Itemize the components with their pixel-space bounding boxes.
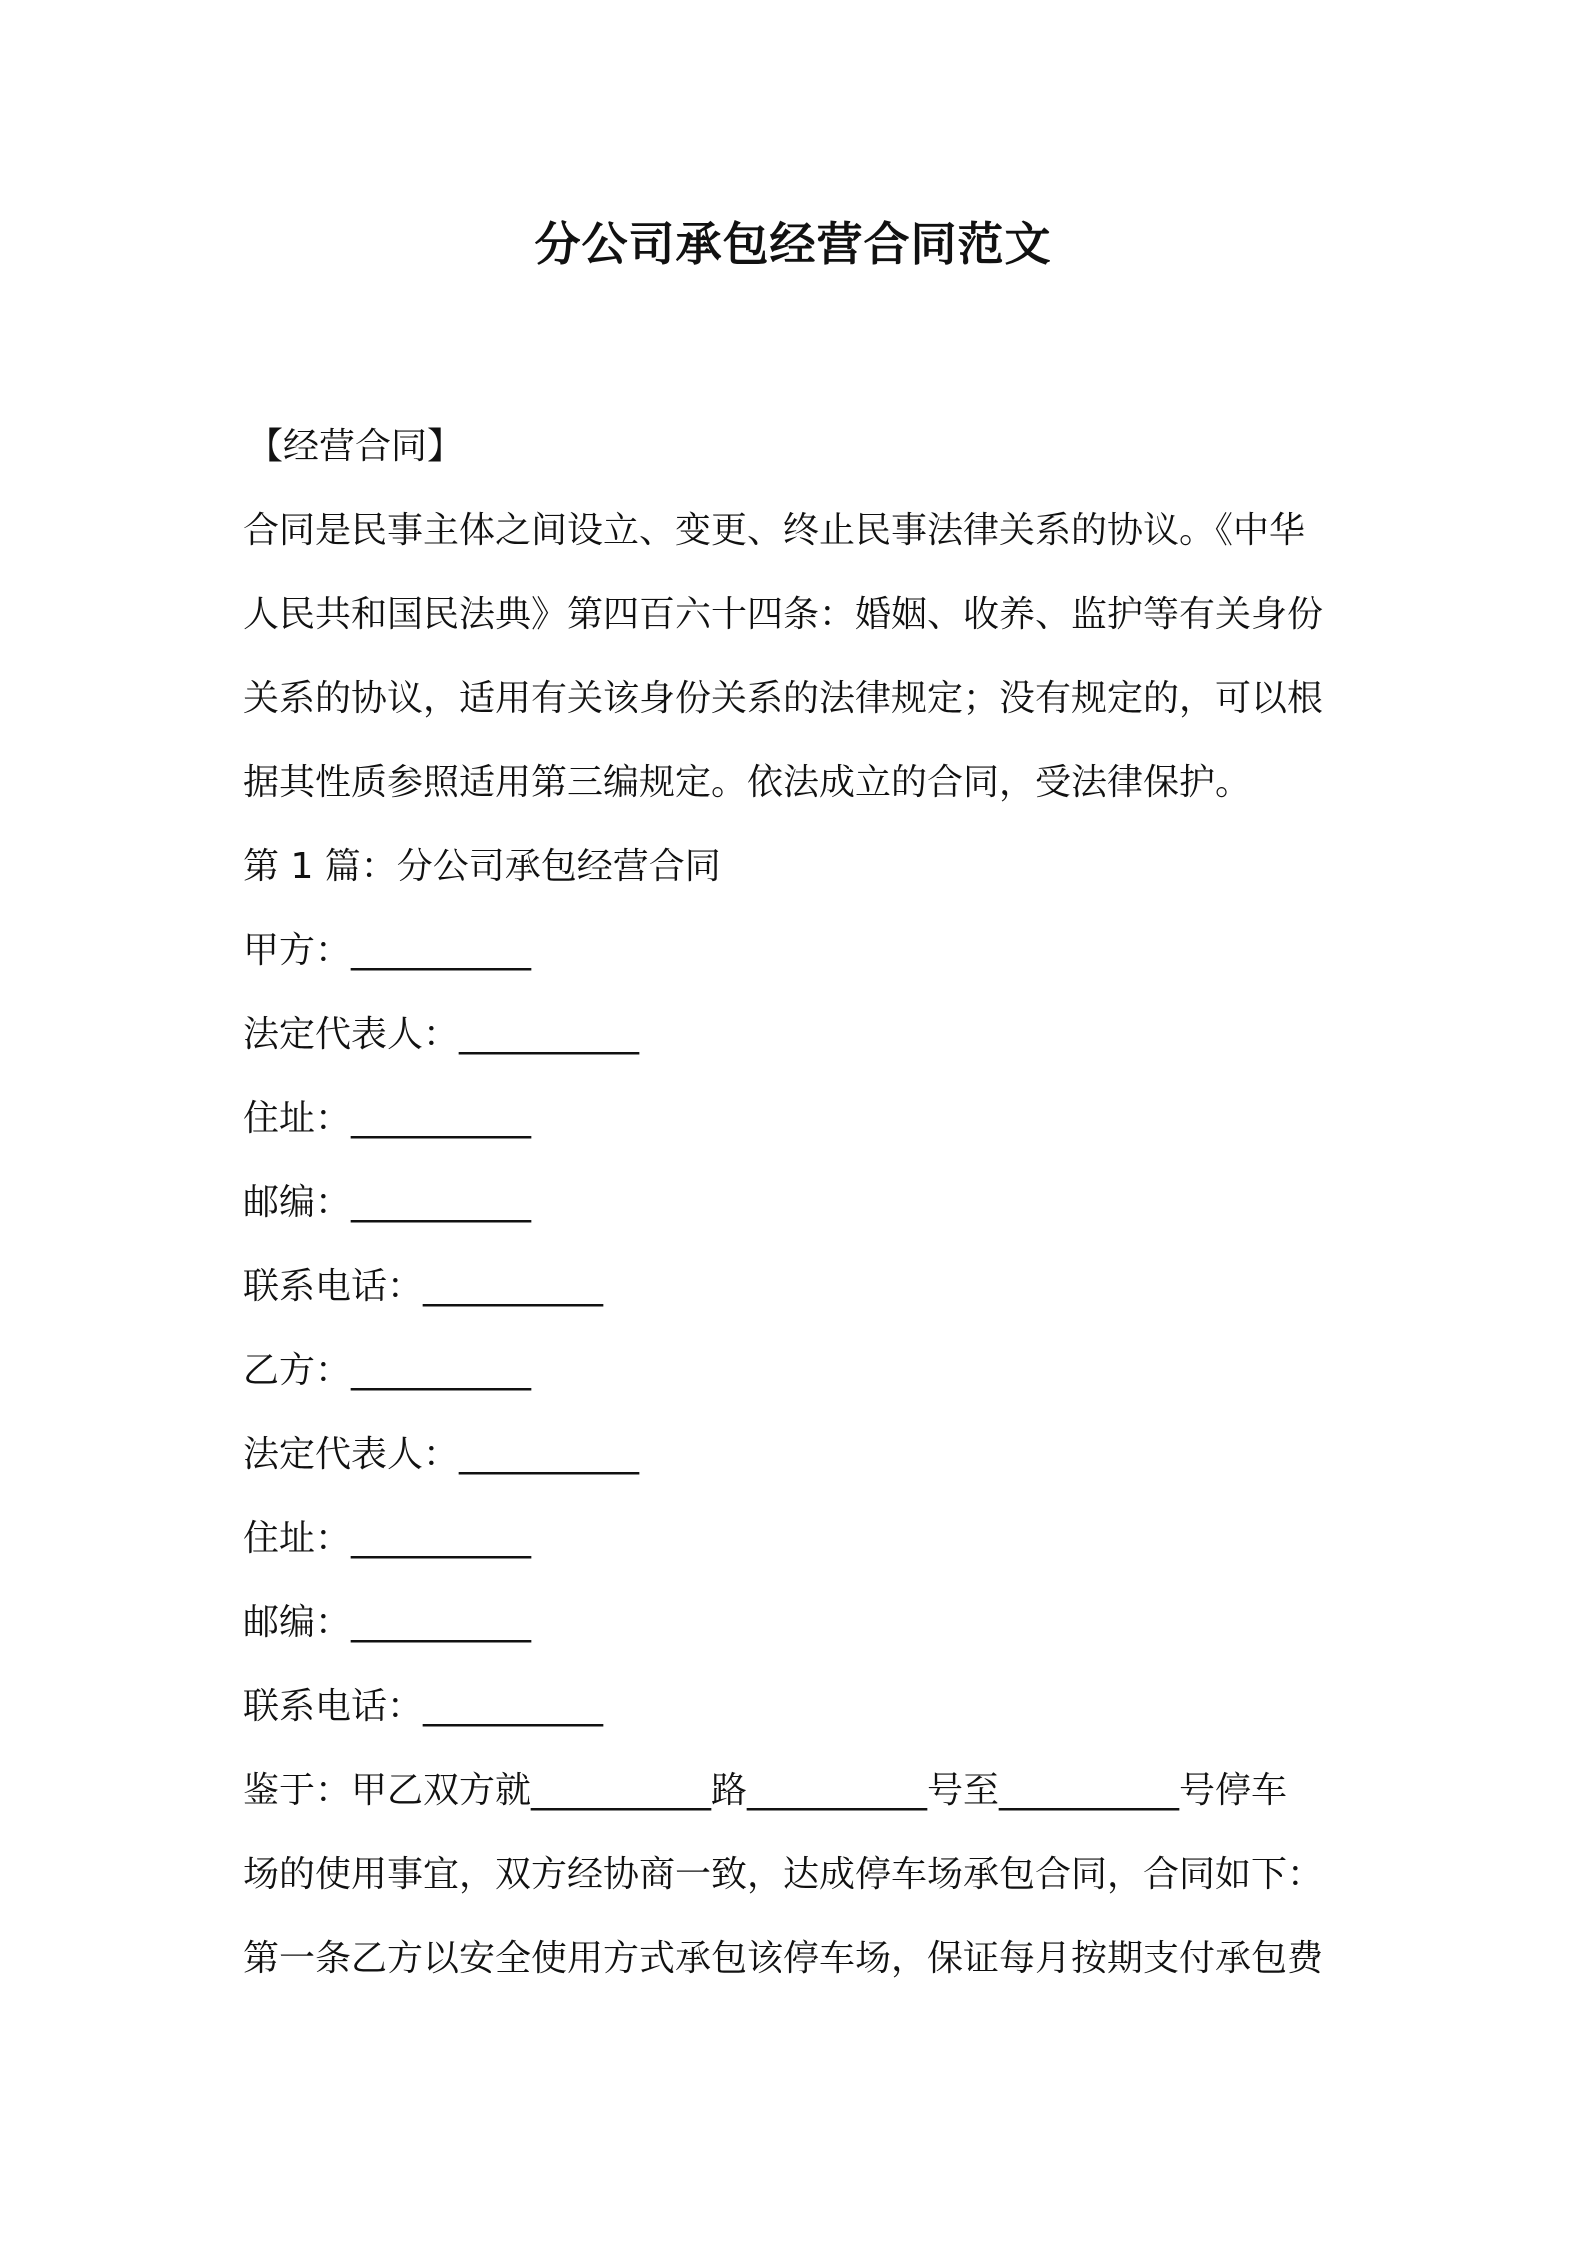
intro-paragraph-line: 据其性质参照适用第三编规定。依法成立的合同，受法律保护。 [243, 762, 1252, 803]
party-a-name-field: 甲方：__________ [243, 930, 532, 971]
party-a-representative-field: 法定代表人：__________ [243, 1014, 640, 1055]
party-b-phone-field: 联系电话：__________ [243, 1686, 604, 1727]
part-title: 第 1 篇：分公司承包经营合同 [243, 846, 721, 887]
party-a-address-field: 住址：__________ [243, 1098, 532, 1139]
party-b-name-field: 乙方：__________ [243, 1350, 532, 1391]
party-b-representative-field: 法定代表人：__________ [243, 1434, 640, 1475]
party-a-phone-field: 联系电话：__________ [243, 1266, 604, 1307]
document-body [243, 405, 1353, 2001]
contract-body-line: 鉴于：甲乙双方就__________路__________号至__________号停车 [243, 1770, 1288, 1811]
party-b-postcode-field: 邮编：__________ [243, 1602, 532, 1643]
intro-paragraph-line: 合同是民事主体之间设立、变更、终止民事法律关系的协议。《中华 [243, 510, 1306, 551]
party-b-address-field: 住址：__________ [243, 1518, 532, 1559]
intro-paragraph-line: 人民共和国民法典》第四百六十四条：婚姻、收养、监护等有关身份 [243, 594, 1324, 635]
intro-paragraph-line: 关系的协议，适用有关该身份关系的法律规定；没有规定的，可以根 [243, 678, 1324, 719]
contract-body-line: 第一条乙方以安全使用方式承包该停车场，保证每月按期支付承包费 [243, 1938, 1324, 1979]
section-heading: 【经营合同】 [247, 426, 464, 467]
contract-body-line: 场的使用事宜，双方经协商一致，达成停车场承包合同，合同如下： [243, 1854, 1324, 1895]
document-title: 分公司承包经营合同范文 [534, 217, 1052, 271]
party-a-postcode-field: 邮编：__________ [243, 1182, 532, 1223]
